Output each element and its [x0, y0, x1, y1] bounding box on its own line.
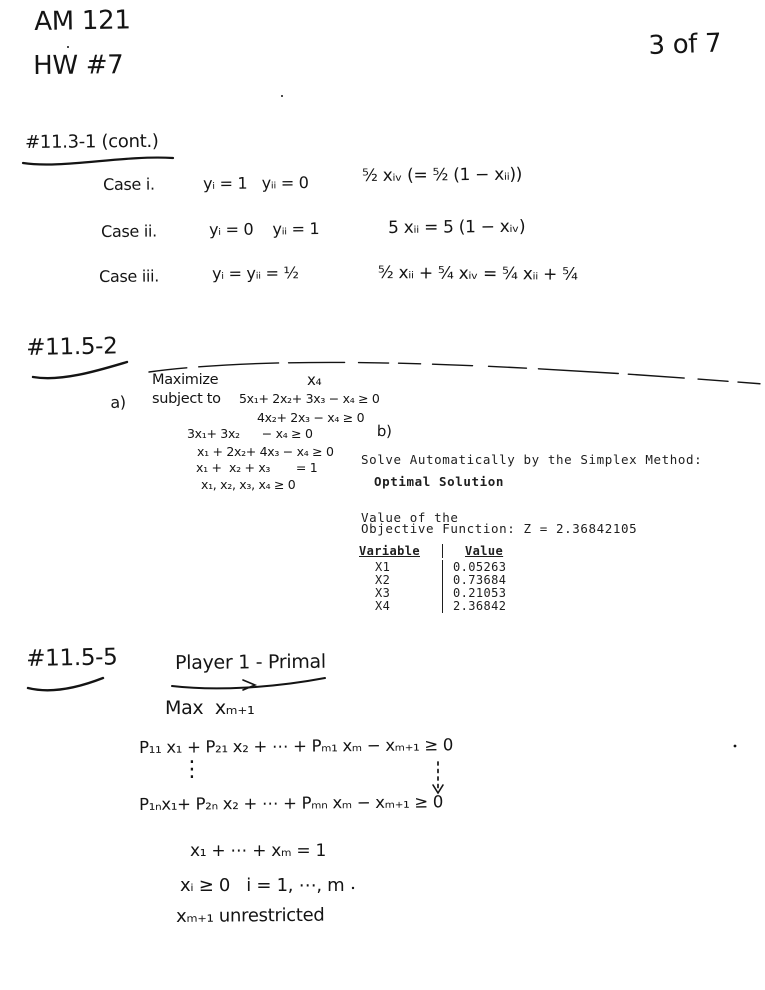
- ink-speck: [281, 95, 283, 97]
- table-row: [359, 599, 514, 612]
- constraint-line: x₁ + x₂ + x₃ = 1: [196, 460, 318, 475]
- ink-speck: [734, 745, 737, 748]
- value-cell: 0.73684: [442, 573, 514, 587]
- case-equation: ⁵⁄₂ xᵢᵢ + ⁵⁄₄ xᵢᵥ = ⁵⁄₄ xᵢᵢ + ⁵⁄₄: [377, 263, 578, 285]
- case-condition: yᵢ = 1 yᵢᵢ = 0: [202, 173, 309, 193]
- value-cell: 2.36842: [442, 599, 514, 613]
- nonnegativity-constraint: xᵢ ≥ 0 i = 1, ⋯, m: [180, 875, 345, 896]
- underline-player1-heading: [172, 678, 325, 688]
- hand-drawn-separator-line: [149, 362, 763, 384]
- solver-result-heading: Optimal Solution: [374, 474, 505, 489]
- vertical-dots: ⋮: [181, 757, 203, 782]
- underline-section-11-5-2: [33, 362, 127, 378]
- course-code: AM 121: [33, 5, 131, 37]
- underline-arrowhead-icon: [243, 680, 255, 690]
- homework-number: HW #7: [32, 50, 124, 81]
- value-cell: 0.05263: [442, 560, 514, 574]
- case-label: Case i.: [102, 174, 155, 194]
- subject-to-label: subject to: [152, 391, 221, 407]
- page-indicator: 3 of 7: [647, 28, 722, 61]
- section-title-11-3-1: #11.3-1 (cont.): [24, 130, 159, 153]
- table-row: [359, 560, 514, 573]
- solution-table: [359, 544, 514, 612]
- player1-primal-heading: Player 1 - Primal: [174, 650, 326, 674]
- objective-label: Maximize: [152, 372, 219, 388]
- variable-cell: X1: [375, 559, 391, 574]
- objective-value-line-1: Value of the: [361, 510, 459, 525]
- payoff-constraint-last: P₁ₙx₁+ P₂ₙ x₂ + ⋯ + Pₘₙ xₘ − xₘ₊₁ ≥ 0: [138, 792, 444, 814]
- probability-sum-constraint: x₁ + ⋯ + xₘ = 1: [190, 841, 326, 861]
- solver-command-line: Solve Automatically by the Simplex Method:: [361, 452, 703, 467]
- value-cell: 0.21053: [442, 586, 514, 600]
- part-b-label: b): [376, 422, 392, 441]
- table-header-value: Value: [442, 544, 514, 558]
- table-row: [359, 586, 514, 599]
- payoff-constraint-first: P₁₁ x₁ + P₂₁ x₂ + ⋯ + Pₘ₁ xₘ − xₘ₊₁ ≥ 0: [138, 735, 454, 757]
- underline-section-11-3-1: [23, 158, 173, 165]
- underline-section-11-5-5: [28, 678, 103, 690]
- case-label: Case iii.: [98, 266, 160, 286]
- table-header-variable: Variable: [359, 544, 420, 558]
- case-equation: ⁵⁄₂ xᵢᵥ (= ⁵⁄₂ (1 − xᵢᵢ)): [361, 164, 523, 186]
- section-title-11-5-5: #11.5-5: [25, 644, 118, 672]
- variable-cell: X2: [375, 572, 391, 587]
- constraint-line: 4x₂+ 2x₃ − x₄ ≥ 0: [257, 410, 365, 425]
- constraint-line: x₁, x₂, x₃, x₄ ≥ 0: [201, 477, 296, 492]
- unrestricted-note: xₘ₊₁ unrestricted: [175, 904, 325, 927]
- part-a-label: a): [109, 392, 127, 412]
- solution-table-header-row: [359, 544, 514, 560]
- case-equation: 5 xᵢᵢ = 5 (1 − xᵢᵥ): [387, 216, 526, 238]
- case-condition: yᵢ = 0 yᵢᵢ = 1: [208, 219, 320, 239]
- variable-cell: X3: [375, 585, 391, 600]
- max-objective-line: Max xₘ₊₁: [165, 697, 255, 719]
- section-title-11-5-2: #11.5-2: [25, 333, 118, 361]
- case-label: Case ii.: [100, 221, 157, 241]
- constraint-line: x₁ + 2x₂+ 4x₃ − x₄ ≥ 0: [197, 444, 334, 459]
- table-row: [359, 573, 514, 586]
- constraint-line: 3x₁+ 3x₂ − x₄ ≥ 0: [187, 426, 313, 441]
- ink-speck: [352, 887, 354, 889]
- case-condition: yᵢ = yᵢᵢ = ½: [211, 263, 299, 283]
- variable-cell: X4: [375, 598, 391, 613]
- constraint-line: 5x₁+ 2x₂+ 3x₃ − x₄ ≥ 0: [239, 391, 380, 406]
- objective-variable: x₄: [307, 371, 322, 389]
- ink-speck: [67, 46, 69, 48]
- objective-value-line-2: Objective Function: Z = 2.36842105: [361, 521, 638, 536]
